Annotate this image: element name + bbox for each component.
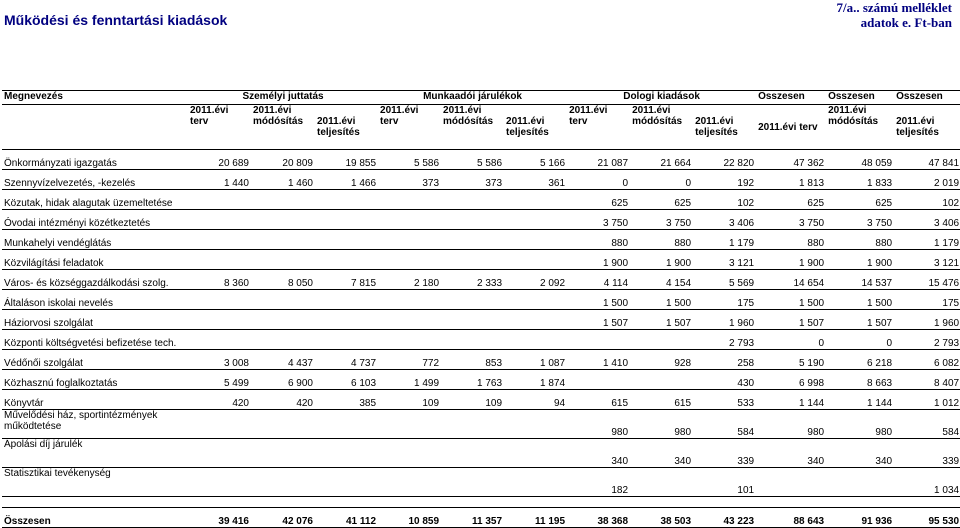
- table-row: [2, 150, 960, 170]
- table-cell: 3 121: [894, 250, 960, 270]
- spacer-cell: [441, 497, 504, 508]
- table-cell: [441, 250, 504, 270]
- table-cell: 340: [756, 439, 826, 468]
- table-cell: [441, 410, 504, 439]
- table-cell: 2 793: [894, 330, 960, 350]
- table-cell: 14 537: [826, 270, 894, 290]
- table-cell: 1 763: [441, 370, 504, 390]
- table-cell: 420: [188, 390, 251, 410]
- row-label: Szennyvízelvezetés, -kezelés: [2, 170, 188, 190]
- subheader-11: 2011.évi teljesítés: [894, 105, 960, 150]
- table-cell: 625: [630, 190, 693, 210]
- table-cell: 2 092: [504, 270, 567, 290]
- row-label: Város- és községgazdálkodási szolg.: [2, 270, 188, 290]
- table-cell: [378, 190, 441, 210]
- table-row: [2, 270, 960, 290]
- table-cell: 1 500: [630, 290, 693, 310]
- table-cell: [441, 290, 504, 310]
- table-cell: [504, 250, 567, 270]
- spacer-cell: [756, 497, 826, 508]
- table-cell: 4 437: [251, 350, 315, 370]
- col-label-header: Megnevezés: [2, 91, 188, 105]
- subheader-row: [2, 105, 960, 150]
- table-cell: 5 586: [378, 150, 441, 170]
- table-cell: 175: [894, 290, 960, 310]
- table-cell: 5 499: [188, 370, 251, 390]
- table-cell: [251, 290, 315, 310]
- table-cell: 980: [630, 410, 693, 439]
- table-cell: 880: [567, 230, 630, 250]
- table-row: [2, 439, 960, 468]
- table-cell: 5 166: [504, 150, 567, 170]
- total-cell: 11 195: [504, 508, 567, 528]
- table-cell: [756, 468, 826, 497]
- row-label: Közvilágítási feladatok: [2, 250, 188, 270]
- total-cell: 11 357: [441, 508, 504, 528]
- total-cell: 38 503: [630, 508, 693, 528]
- table-cell: 14 654: [756, 270, 826, 290]
- table-cell: 2 333: [441, 270, 504, 290]
- table-cell: 339: [693, 439, 756, 468]
- table-cell: 6 103: [315, 370, 378, 390]
- table-cell: [315, 250, 378, 270]
- table-cell: 3 121: [693, 250, 756, 270]
- table-cell: [251, 330, 315, 350]
- table-cell: [441, 210, 504, 230]
- table-cell: 6 082: [894, 350, 960, 370]
- table-cell: 880: [756, 230, 826, 250]
- table-cell: 0: [756, 330, 826, 350]
- table-cell: [504, 330, 567, 350]
- table-cell: 3 406: [693, 210, 756, 230]
- table-cell: 3 750: [826, 210, 894, 230]
- table-cell: 47 841: [894, 150, 960, 170]
- table-row: [2, 350, 960, 370]
- table-cell: 533: [693, 390, 756, 410]
- table-cell: 101: [693, 468, 756, 497]
- spacer-row: [2, 497, 960, 508]
- table-cell: 0: [630, 170, 693, 190]
- table-cell: 853: [441, 350, 504, 370]
- table-cell: [567, 330, 630, 350]
- table-cell: 625: [826, 190, 894, 210]
- table-cell: [251, 468, 315, 497]
- table-cell: 340: [567, 439, 630, 468]
- table-cell: [315, 230, 378, 250]
- table-cell: [315, 210, 378, 230]
- table-cell: [504, 310, 567, 330]
- subheader-7: 2011.évi módósítás: [630, 105, 693, 150]
- table-cell: 5 190: [756, 350, 826, 370]
- subheader-9: 2011.évi terv: [756, 105, 826, 150]
- table-cell: 4 114: [567, 270, 630, 290]
- spacer-cell: [693, 497, 756, 508]
- total-row: [2, 508, 960, 528]
- table-cell: [315, 330, 378, 350]
- table-cell: [504, 210, 567, 230]
- table-cell: 625: [756, 190, 826, 210]
- table-cell: 1 144: [756, 390, 826, 410]
- table-cell: [251, 310, 315, 330]
- table-cell: 1 466: [315, 170, 378, 190]
- table-body: [2, 150, 960, 528]
- table-cell: 15 476: [894, 270, 960, 290]
- table-cell: 385: [315, 390, 378, 410]
- table-cell: [441, 468, 504, 497]
- table-cell: 1 460: [251, 170, 315, 190]
- table-cell: 420: [251, 390, 315, 410]
- table-cell: 94: [504, 390, 567, 410]
- table-cell: [630, 468, 693, 497]
- table-cell: [315, 410, 378, 439]
- table-cell: [251, 210, 315, 230]
- table-cell: [188, 210, 251, 230]
- table-row: [2, 190, 960, 210]
- table-cell: 1 900: [756, 250, 826, 270]
- group-header-row: [2, 91, 960, 105]
- table-cell: 102: [894, 190, 960, 210]
- table-cell: 340: [630, 439, 693, 468]
- row-label: Önkormányzati igazgatás: [2, 150, 188, 170]
- table-cell: [504, 190, 567, 210]
- total-cell: 43 223: [693, 508, 756, 528]
- table-cell: [441, 230, 504, 250]
- table-cell: [441, 439, 504, 468]
- table-cell: 1 507: [630, 310, 693, 330]
- table-cell: [378, 330, 441, 350]
- annex-label: [836, 0, 952, 30]
- annex-number: 7/a.. számú melléklet: [836, 0, 952, 15]
- row-label: Ápolási díj járulék: [2, 439, 188, 468]
- table-cell: 1 087: [504, 350, 567, 370]
- table-cell: 1 440: [188, 170, 251, 190]
- table-cell: 1 144: [826, 390, 894, 410]
- spacer-cell: [188, 497, 251, 508]
- group-header-personal: Személyi juttatás: [188, 91, 378, 105]
- table-cell: 0: [826, 330, 894, 350]
- row-label: Általáson iskolai nevelés: [2, 290, 188, 310]
- table-cell: 5 569: [693, 270, 756, 290]
- subheader-3: 2011.évi terv: [378, 105, 441, 150]
- table-cell: 1 900: [630, 250, 693, 270]
- table-cell: [188, 439, 251, 468]
- table-cell: [441, 190, 504, 210]
- group-header-total-plan: Összesen: [756, 91, 826, 105]
- table-cell: 1 500: [567, 290, 630, 310]
- total-cell: 88 643: [756, 508, 826, 528]
- table-cell: 1 813: [756, 170, 826, 190]
- table-cell: 4 154: [630, 270, 693, 290]
- spacer-cell: [826, 497, 894, 508]
- table-row: [2, 310, 960, 330]
- table-cell: 1 499: [378, 370, 441, 390]
- table-cell: 1 507: [756, 310, 826, 330]
- subheader-1: 2011.évi módósítás: [251, 105, 315, 150]
- table-cell: [188, 410, 251, 439]
- subheader-empty: [2, 105, 188, 150]
- table-row: [2, 330, 960, 350]
- table-cell: 102: [693, 190, 756, 210]
- table-row: [2, 390, 960, 410]
- table-cell: [378, 439, 441, 468]
- table-row: [2, 210, 960, 230]
- table-cell: 1 507: [826, 310, 894, 330]
- table-cell: 339: [894, 439, 960, 468]
- table-cell: 7 815: [315, 270, 378, 290]
- group-header-contributions: Munkaadói járulékok: [378, 91, 567, 105]
- table-cell: 1 500: [756, 290, 826, 310]
- table-cell: [378, 410, 441, 439]
- table-cell: 980: [567, 410, 630, 439]
- table-cell: 3 750: [567, 210, 630, 230]
- table-cell: 980: [826, 410, 894, 439]
- table-cell: 880: [826, 230, 894, 250]
- table-row: [2, 410, 960, 439]
- table-cell: 373: [441, 170, 504, 190]
- table-cell: [315, 310, 378, 330]
- total-cell: 10 859: [378, 508, 441, 528]
- row-label: Művelődési ház, sportintézmények működtetése: [2, 410, 188, 439]
- row-label: Központi költségvetési befizetése tech.: [2, 330, 188, 350]
- subheader-2: 2011.évi teljesítés: [315, 105, 378, 150]
- table-cell: [188, 250, 251, 270]
- table-cell: 48 059: [826, 150, 894, 170]
- table-cell: 625: [567, 190, 630, 210]
- total-label: Összesen: [2, 508, 188, 528]
- table-row: [2, 170, 960, 190]
- table-cell: 1 833: [826, 170, 894, 190]
- subheader-0: 2011.évi terv: [188, 105, 251, 150]
- table-cell: [504, 230, 567, 250]
- table-cell: 1 410: [567, 350, 630, 370]
- table-cell: 109: [441, 390, 504, 410]
- table-cell: 928: [630, 350, 693, 370]
- spacer-cell: [378, 497, 441, 508]
- subheader-4: 2011.évi módósítás: [441, 105, 504, 150]
- table-cell: 22 820: [693, 150, 756, 170]
- table-cell: 1 900: [567, 250, 630, 270]
- table-cell: [378, 310, 441, 330]
- spacer-cell: [567, 497, 630, 508]
- table-cell: 1 179: [894, 230, 960, 250]
- spacer-cell: [894, 497, 960, 508]
- table-cell: [504, 468, 567, 497]
- group-header-total-mod: Összesen: [826, 91, 894, 105]
- table-cell: 361: [504, 170, 567, 190]
- table-cell: 2 019: [894, 170, 960, 190]
- table-cell: [378, 210, 441, 230]
- table-cell: 21 664: [630, 150, 693, 170]
- row-label: Munkahelyi vendéglátás: [2, 230, 188, 250]
- row-label: Statisztikai tevékenység: [2, 468, 188, 497]
- table-cell: 258: [693, 350, 756, 370]
- table-cell: 430: [693, 370, 756, 390]
- unit-note: adatok e. Ft-ban: [860, 15, 952, 30]
- table-cell: 192: [693, 170, 756, 190]
- subheader-8: 2011.évi teljesítés: [693, 105, 756, 150]
- table-cell: 8 663: [826, 370, 894, 390]
- group-header-material: Dologi kiadások: [567, 91, 756, 105]
- table-row: [2, 290, 960, 310]
- table-cell: [504, 290, 567, 310]
- table-cell: [826, 468, 894, 497]
- table-cell: 0: [567, 170, 630, 190]
- table-cell: [188, 310, 251, 330]
- table-row: [2, 468, 960, 497]
- row-label: Óvodai intézményi közétkeztetés: [2, 210, 188, 230]
- table-row: [2, 230, 960, 250]
- table-cell: 8 360: [188, 270, 251, 290]
- table-cell: 19 855: [315, 150, 378, 170]
- table-cell: 175: [693, 290, 756, 310]
- table-cell: 47 362: [756, 150, 826, 170]
- table-cell: [251, 439, 315, 468]
- subheader-10: 2011.évi módósítás: [826, 105, 894, 150]
- row-label: Védőnői szolgálat: [2, 350, 188, 370]
- table-cell: [441, 310, 504, 330]
- table-cell: 3 750: [756, 210, 826, 230]
- table-cell: 2 180: [378, 270, 441, 290]
- table-cell: 182: [567, 468, 630, 497]
- table-cell: 980: [756, 410, 826, 439]
- table-cell: [378, 468, 441, 497]
- table-cell: [378, 290, 441, 310]
- table-cell: 6 998: [756, 370, 826, 390]
- table-cell: [504, 439, 567, 468]
- spacer-cell: [315, 497, 378, 508]
- table-cell: [315, 468, 378, 497]
- table-cell: 5 586: [441, 150, 504, 170]
- table-cell: [630, 370, 693, 390]
- row-label: Közhasznú foglalkoztatás: [2, 370, 188, 390]
- table-cell: [188, 330, 251, 350]
- table-cell: [251, 190, 315, 210]
- total-cell: 95 530: [894, 508, 960, 528]
- table-cell: 109: [378, 390, 441, 410]
- spacer-cell: [2, 497, 188, 508]
- table-cell: 20 809: [251, 150, 315, 170]
- row-label: Könyvtár: [2, 390, 188, 410]
- table-cell: [315, 190, 378, 210]
- table-cell: 772: [378, 350, 441, 370]
- table-cell: 373: [378, 170, 441, 190]
- spacer-cell: [504, 497, 567, 508]
- table-cell: 1 507: [567, 310, 630, 330]
- table-cell: 3 750: [630, 210, 693, 230]
- total-cell: 38 368: [567, 508, 630, 528]
- table-cell: [188, 230, 251, 250]
- group-header-total-actual: Összesen: [894, 91, 960, 105]
- table-cell: [378, 230, 441, 250]
- table-cell: 6 900: [251, 370, 315, 390]
- table-cell: [315, 290, 378, 310]
- table-cell: 20 689: [188, 150, 251, 170]
- expenditure-table: [2, 90, 960, 528]
- row-label: Közutak, hidak alagutak üzemeltetése: [2, 190, 188, 210]
- table-cell: [441, 330, 504, 350]
- table-row: [2, 250, 960, 270]
- total-cell: 91 936: [826, 508, 894, 528]
- table-cell: 1 960: [693, 310, 756, 330]
- table-cell: 1 179: [693, 230, 756, 250]
- table-cell: 4 737: [315, 350, 378, 370]
- table-cell: 1 500: [826, 290, 894, 310]
- table-cell: 1 034: [894, 468, 960, 497]
- table-cell: [567, 370, 630, 390]
- table-cell: 8 407: [894, 370, 960, 390]
- page-title: Működési és fenntartási kiadások: [4, 12, 228, 28]
- table-cell: [315, 439, 378, 468]
- table-cell: [251, 230, 315, 250]
- table-cell: 1 960: [894, 310, 960, 330]
- spacer-cell: [251, 497, 315, 508]
- subheader-6: 2011.évi terv: [567, 105, 630, 150]
- table-cell: [251, 250, 315, 270]
- spacer-cell: [630, 497, 693, 508]
- subheader-5: 2011.évi teljesítés: [504, 105, 567, 150]
- row-label: Háziorvosi szolgálat: [2, 310, 188, 330]
- table-cell: 3 406: [894, 210, 960, 230]
- table-cell: 1 874: [504, 370, 567, 390]
- table-cell: 1 900: [826, 250, 894, 270]
- table-cell: 880: [630, 230, 693, 250]
- table-cell: 8 050: [251, 270, 315, 290]
- table-cell: [188, 190, 251, 210]
- table-cell: [188, 290, 251, 310]
- table-cell: [504, 410, 567, 439]
- table-cell: 21 087: [567, 150, 630, 170]
- table-cell: 6 218: [826, 350, 894, 370]
- table-cell: 584: [894, 410, 960, 439]
- table-cell: [251, 410, 315, 439]
- table-cell: 1 012: [894, 390, 960, 410]
- total-cell: 41 112: [315, 508, 378, 528]
- total-cell: 39 416: [188, 508, 251, 528]
- table-cell: 584: [693, 410, 756, 439]
- table-cell: [378, 250, 441, 270]
- table-cell: 3 008: [188, 350, 251, 370]
- table-cell: 2 793: [693, 330, 756, 350]
- table-cell: 340: [826, 439, 894, 468]
- total-cell: 42 076: [251, 508, 315, 528]
- table-cell: 615: [567, 390, 630, 410]
- table-cell: 615: [630, 390, 693, 410]
- table-row: [2, 370, 960, 390]
- table-cell: [188, 468, 251, 497]
- table-cell: [630, 330, 693, 350]
